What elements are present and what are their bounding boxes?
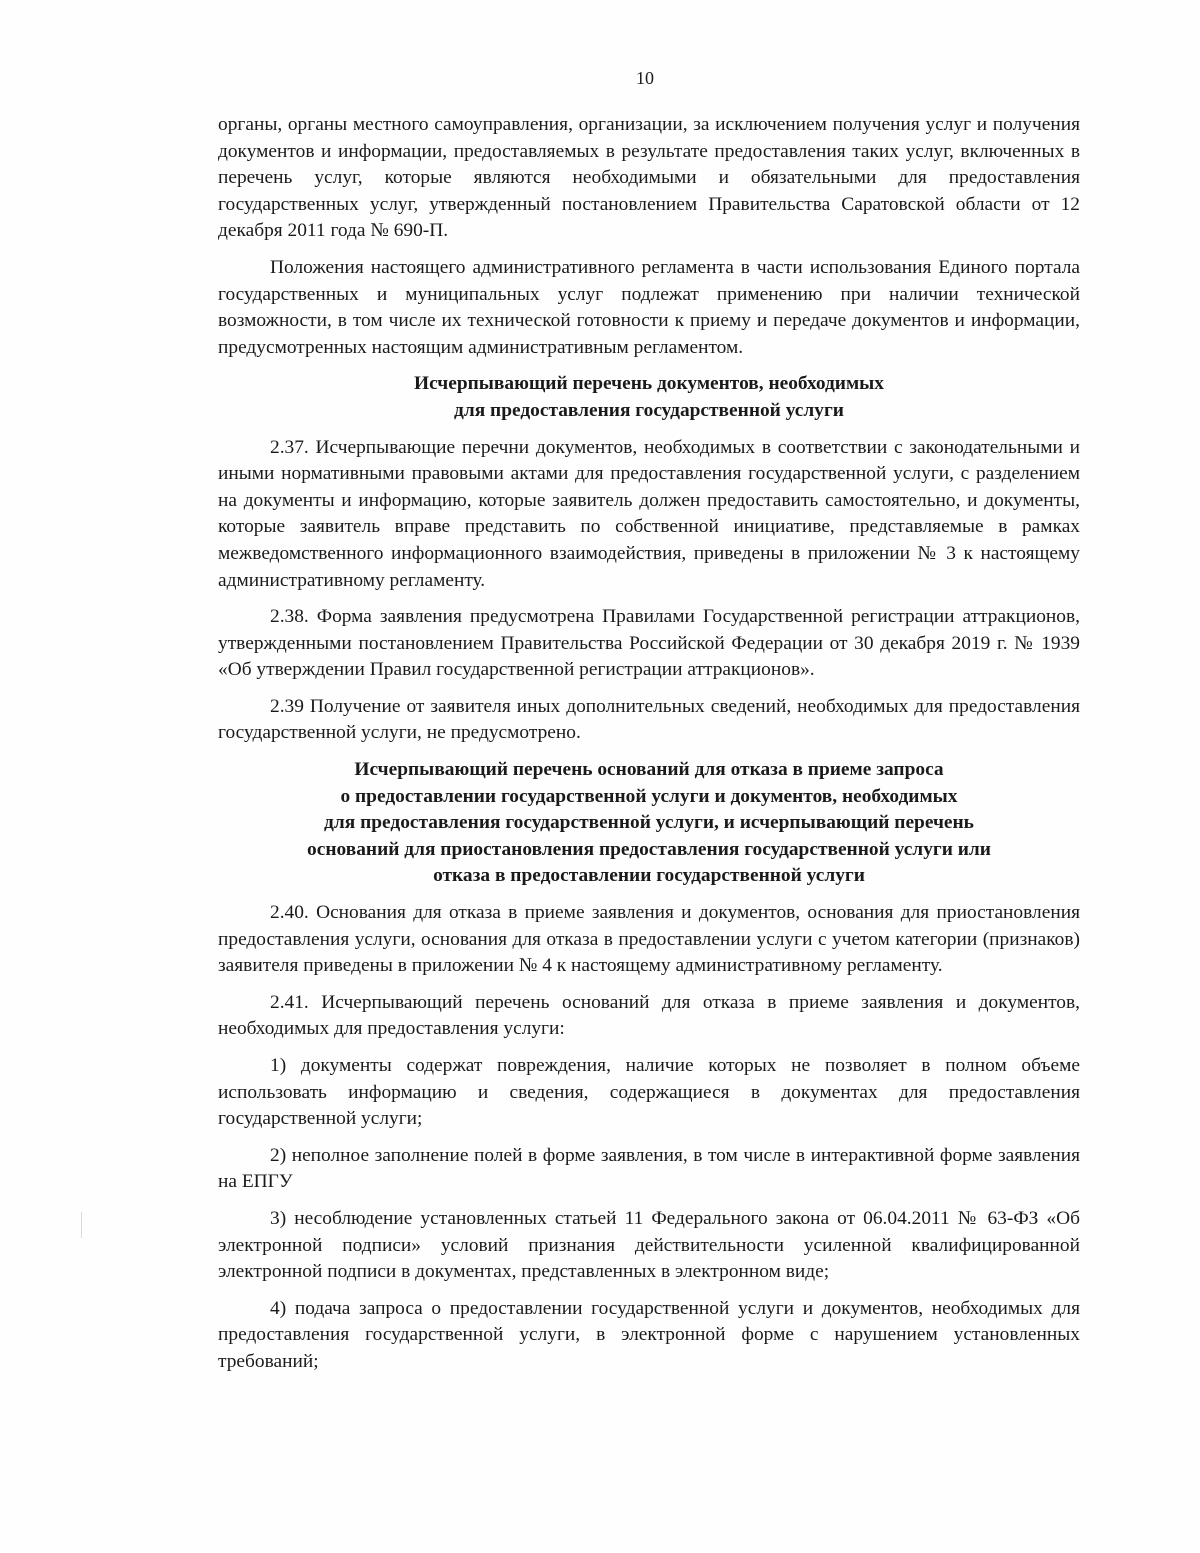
- section-heading-refusal-grounds: [218, 757, 1080, 890]
- list-item: 4) подача запроса о предоставлении государственной услуги и документов, необходимых для предоставления государственной услуги, в электронной форме с нарушением установленных требований;: [218, 1297, 1080, 1372]
- heading-line: для предоставления государственной услуги: [454, 399, 844, 421]
- section-heading-documents: [218, 371, 1080, 424]
- page-number: 10: [636, 68, 654, 88]
- heading-line: отказа в предоставлении государственной услуги: [433, 865, 865, 887]
- list-item: 3) несоблюдение установленных статьей 11 Федерального закона от 06.04.2011 № 63-ФЗ «Об электронной подписи» условий признания действительности усиленной квалифицированной электронной подписи в документах, представленных в электронном виде;: [218, 1207, 1080, 1283]
- list-item: 1) документы содержат повреждения, наличие которых не позволяет в полном объеме использовать информацию и сведения, содержащиеся в документах для предоставления государственной услуги;: [218, 1055, 1080, 1130]
- heading-line: Исчерпывающий перечень оснований для отказа в приеме запроса: [354, 759, 944, 781]
- paragraph-2-37: 2.37. Исчерпывающие перечни документов, необходимых в соответствии с законодательными и иными нормативными правовыми актами для предоставления государственной услуги, с разделением на документы и информацию, которые заявитель должен предоставить самостоятельно, и документы, которые заявитель вправе представить по собственной инициативе, представляемые в рамках межведомственного информационного взаимодействия, приведены в приложении № 3 к настоящему административному регламенту.: [218, 436, 1080, 591]
- list-item: 2) неполное заполнение полей в форме заявления, в том числе в интерактивной форме заявления на ЕПГУ: [218, 1144, 1080, 1193]
- paragraph-2-41: 2.41. Исчерпывающий перечень оснований для отказа в приеме заявления и документов, необходимых для предоставления услуги:: [218, 991, 1080, 1040]
- heading-line: Исчерпывающий перечень документов, необходимых: [413, 373, 884, 395]
- heading-line: о предоставлении государственной услуги и документов, необходимых: [340, 785, 958, 807]
- paragraph-2-40: 2.40. Основания для отказа в приеме заявления и документов, основания для приостановления предоставления услуги, основания для отказа в предоставлении услуги с учетом категории (признаков) заявителя приведены в приложении № 4 к настоящему административному регламенту.: [218, 902, 1080, 977]
- scan-artifact-mark: [81, 1212, 82, 1238]
- document-body: [218, 112, 1080, 1386]
- paragraph-portal-provisions: Положения настоящего административного регламента в части использования Единого портала государственных и муниципальных услуг подлежат применению при наличии технической возможности, в том числе их технической готовности к приему и передаче документов и информации, предусмотренных настоящим административным регламентом.: [218, 256, 1080, 358]
- paragraph-continuation: органы, органы местного самоуправления, организации, за исключением получения услуг и получения документов и информации, предоставляемых в результате предоставления таких услуг, включенных в перечень услуг, которые являются необходимыми и обязательными для предоставления государственных услуг, утвержденный постановлением Правительства Саратовской области от 12 декабря 2011 года № 690-П.: [218, 114, 1080, 242]
- heading-line: оснований для приостановления предоставления государственной услуги или: [307, 838, 991, 860]
- heading-line: для предоставления государственной услуги, и исчерпывающий перечень: [324, 812, 974, 834]
- paragraph-2-38: 2.38. Форма заявления предусмотрена Правилами Государственной регистрации аттракционов, утвержденными постановлением Правительства Российской Федерации от 30 декабря 2019 г. № 1939 «Об утверждении Правил государственной регистрации аттракционов».: [218, 606, 1080, 681]
- paragraph-2-39: 2.39 Получение от заявителя иных дополнительных сведений, необходимых для предоставления государственной услуги, не предусмотрено.: [218, 695, 1080, 744]
